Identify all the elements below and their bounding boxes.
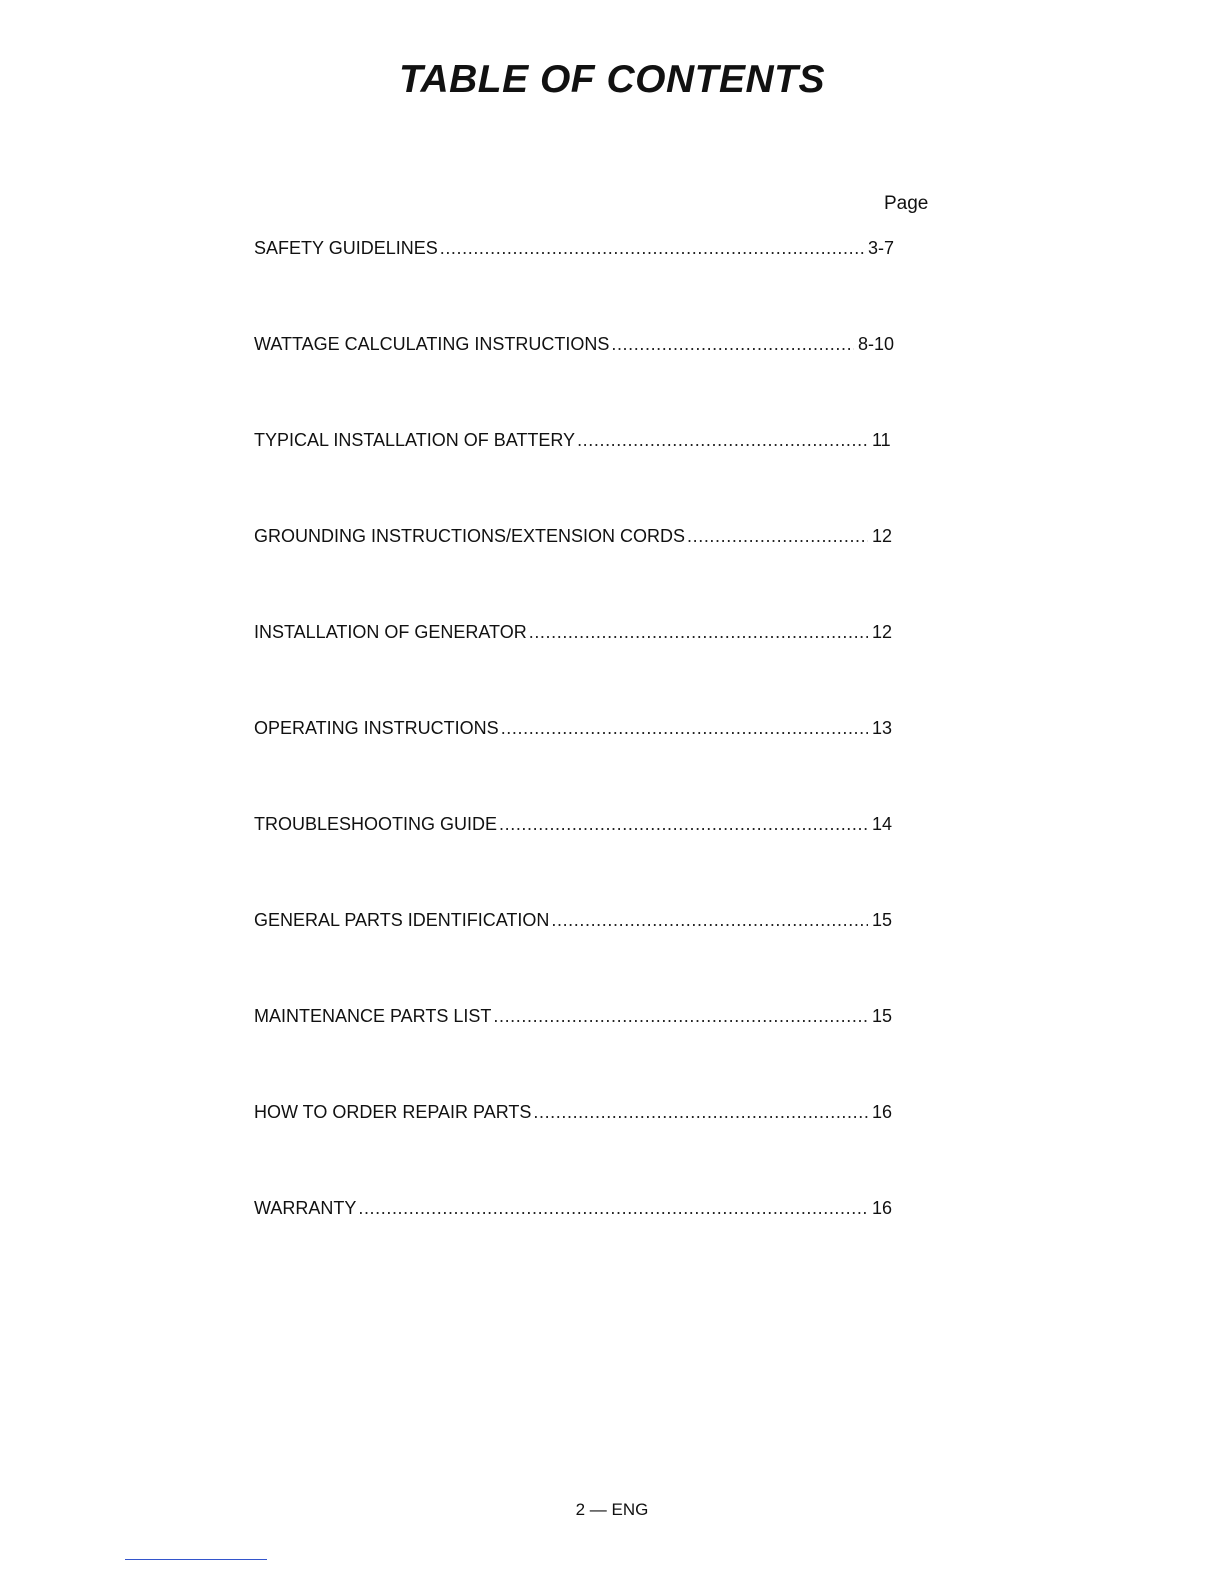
toc-entry-label: HOW TO ORDER REPAIR PARTS xyxy=(254,1102,532,1122)
toc-dot-leader xyxy=(501,718,868,739)
toc-entry xyxy=(254,334,894,430)
toc-entry-page: 16 xyxy=(872,1102,893,1122)
toc-dot-leader xyxy=(611,334,854,355)
toc-entry xyxy=(254,910,894,1006)
toc-entry-page: 14 xyxy=(872,814,893,834)
toc-dot-leader xyxy=(493,1006,868,1027)
page-footer: 2 — ENG xyxy=(575,1500,649,1519)
toc-entry-label: MAINTENANCE PARTS LIST xyxy=(254,1006,492,1026)
toc-entry-page: 8-10 xyxy=(857,334,894,354)
toc-entry-label: TYPICAL INSTALLATION OF BATTERY xyxy=(254,430,576,450)
toc-entry-page: 16 xyxy=(872,1198,893,1218)
toc-dot-leader xyxy=(533,1102,868,1123)
toc-dot-leader xyxy=(499,814,868,835)
toc-entry-page: 13 xyxy=(872,718,893,738)
toc-entry xyxy=(254,526,894,622)
toc-entry-page: 15 xyxy=(872,1006,893,1026)
toc-entry-label: OPERATING INSTRUCTIONS xyxy=(254,718,499,738)
toc-entry-label: WATTAGE CALCULATING INSTRUCTIONS xyxy=(254,334,610,354)
table-of-contents xyxy=(254,238,894,1294)
toc-entry-page: 11 xyxy=(872,430,891,450)
toc-entry-label: GENERAL PARTS IDENTIFICATION xyxy=(254,910,550,930)
toc-entry-page: 12 xyxy=(872,526,893,546)
toc-entry xyxy=(254,1198,894,1294)
toc-entry-label: TROUBLESHOOTING GUIDE xyxy=(254,814,498,834)
toc-entry xyxy=(254,1006,894,1102)
toc-dot-leader xyxy=(358,1198,868,1219)
toc-dot-leader xyxy=(529,622,868,643)
toc-dot-leader xyxy=(551,910,868,931)
toc-dot-leader xyxy=(577,430,868,451)
page-title: TABLE OF CONTENTS xyxy=(399,58,825,101)
toc-entry xyxy=(254,1102,894,1198)
toc-entry-label: INSTALLATION OF GENERATOR xyxy=(254,622,527,642)
toc-entry xyxy=(254,814,894,910)
toc-entry xyxy=(254,238,894,334)
toc-entry-label: WARRANTY xyxy=(254,1198,357,1218)
toc-entry-page: 12 xyxy=(872,622,893,642)
toc-entry-page: 3-7 xyxy=(867,238,894,258)
page-column-label: Page xyxy=(884,193,929,214)
toc-entry-label: SAFETY GUIDELINES xyxy=(254,238,438,258)
toc-entry xyxy=(254,430,894,526)
toc-dot-leader xyxy=(687,526,868,547)
toc-dot-leader xyxy=(440,238,864,259)
toc-entry-label: GROUNDING INSTRUCTIONS/EXTENSION CORDS xyxy=(254,526,686,546)
bottom-divider xyxy=(125,1559,267,1560)
toc-entry xyxy=(254,718,894,814)
toc-entry-page: 15 xyxy=(872,910,893,930)
toc-entry xyxy=(254,622,894,718)
